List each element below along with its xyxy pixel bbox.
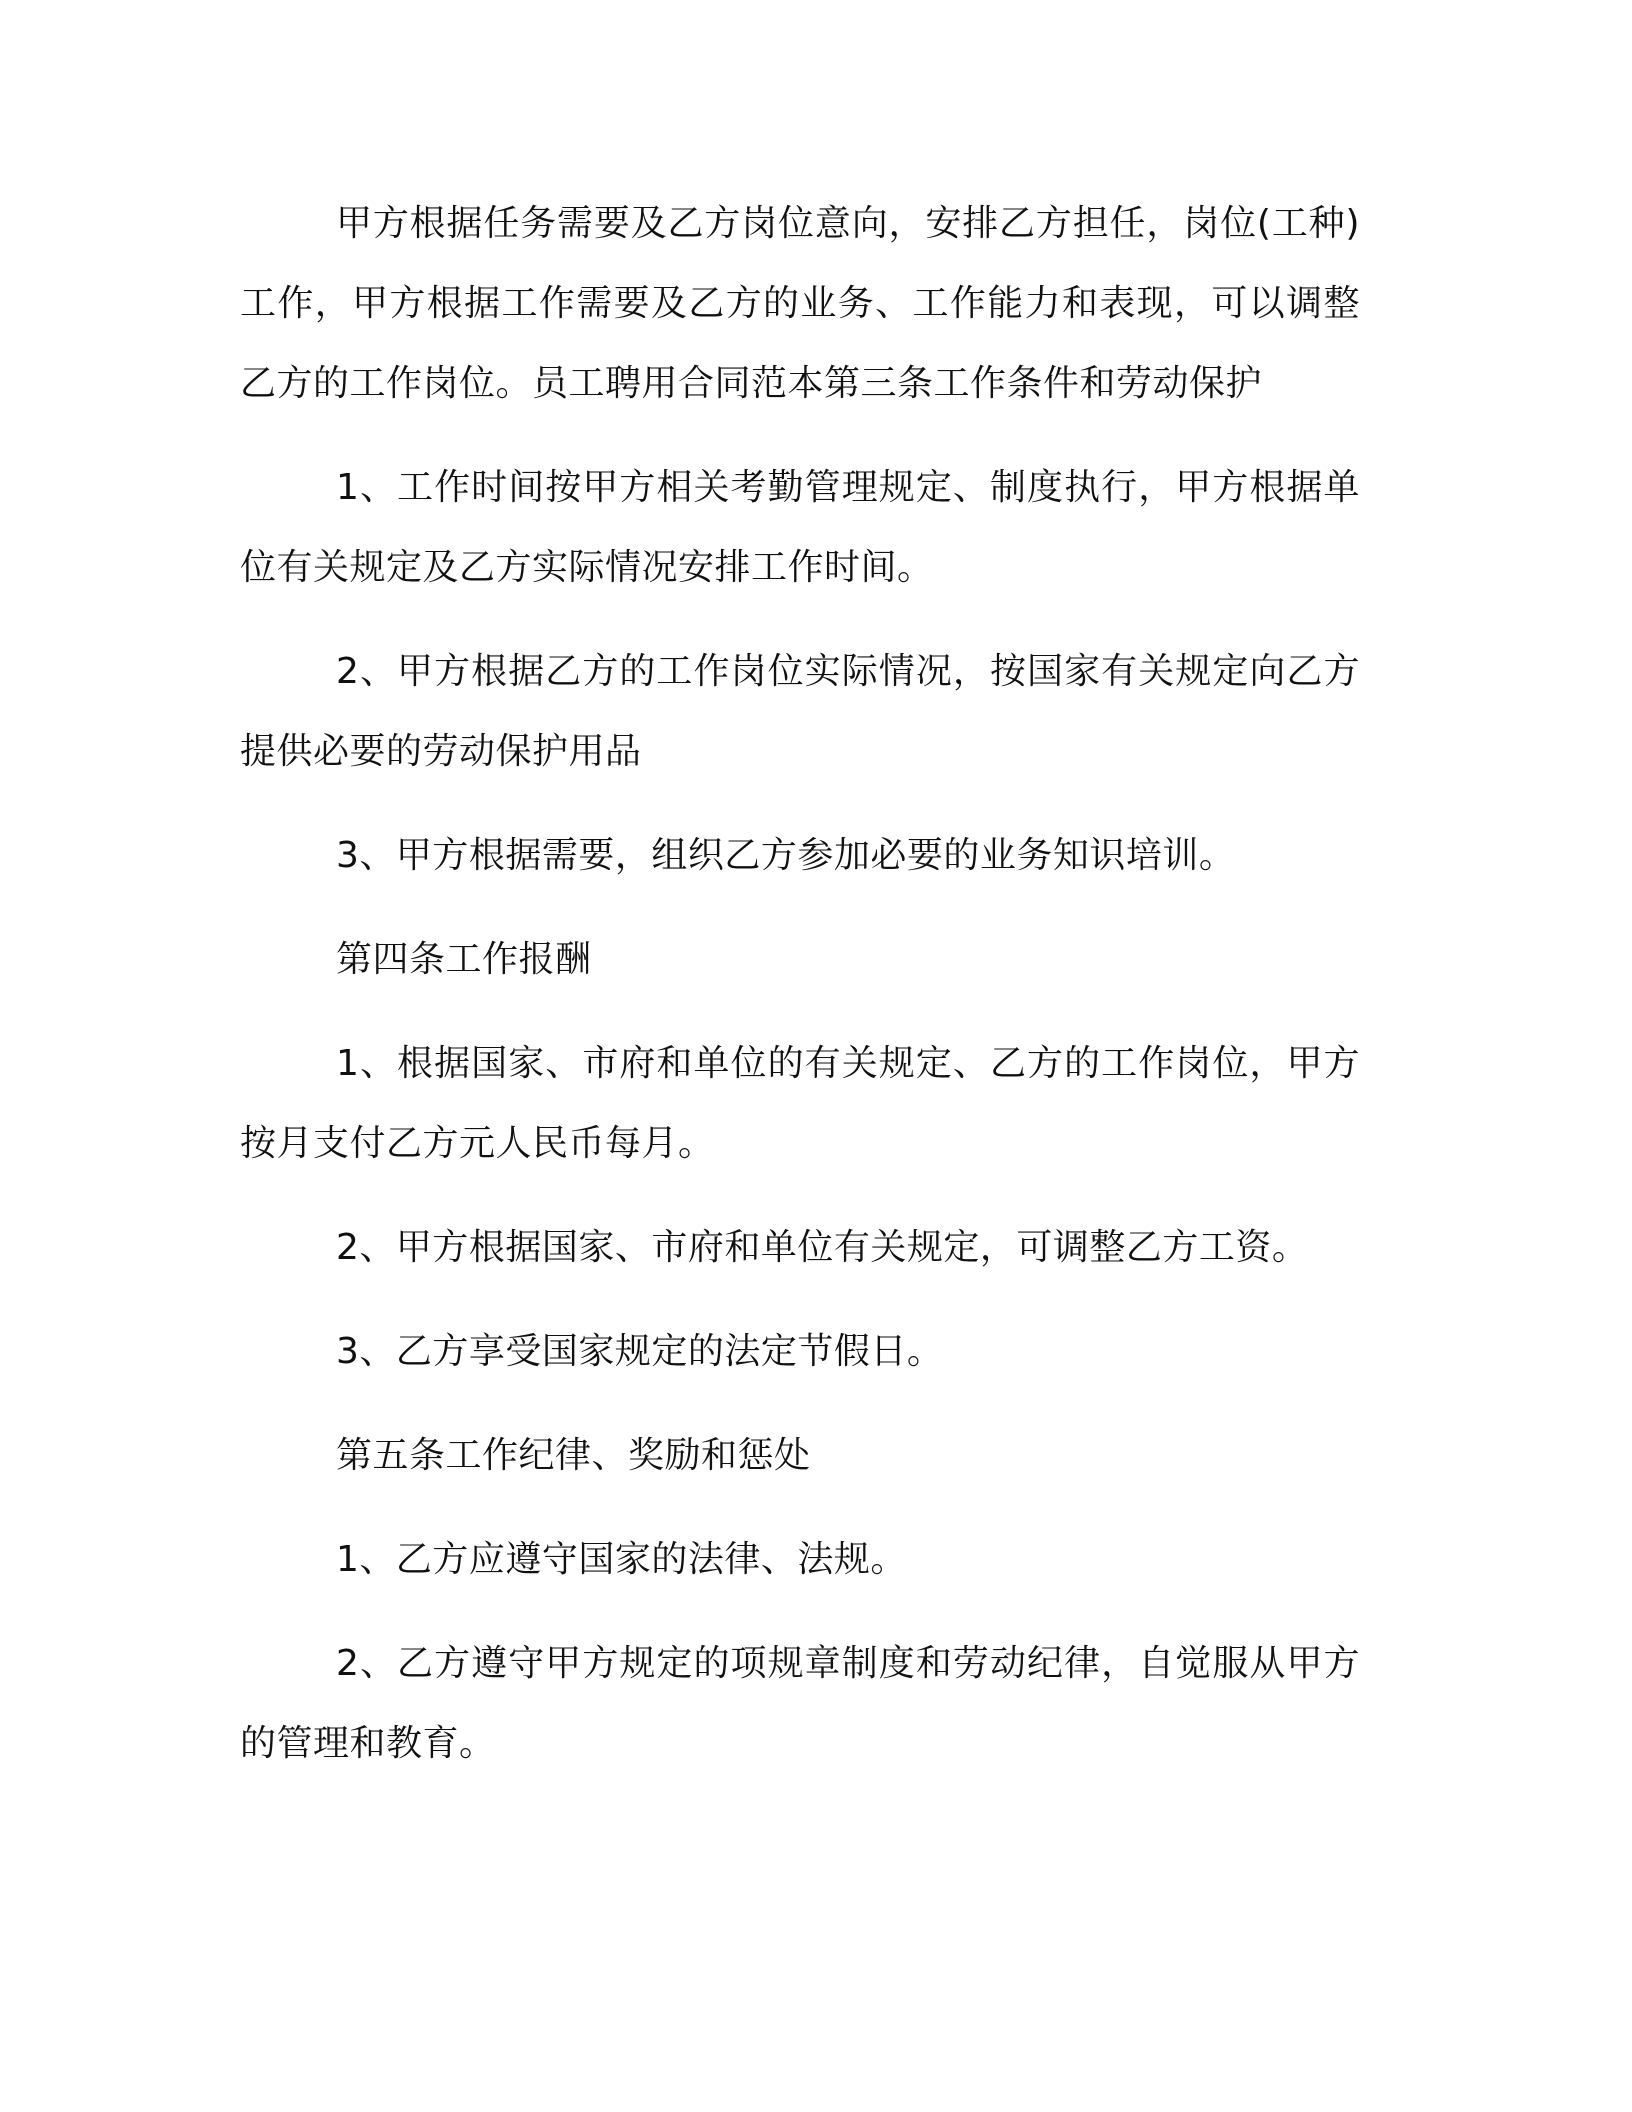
paragraph-labor-protection: 2、甲方根据乙方的工作岗位实际情况，按国家有关规定向乙方提供必要的劳动保护用品 [240, 651, 1360, 772]
section-heading-article-4: 第四条工作报酬 [336, 939, 592, 980]
paragraph-holidays: 3、乙方享受国家规定的法定节假日。 [336, 1331, 944, 1372]
paragraph-monthly-pay: 1、根据国家、市府和单位的有关规定、乙方的工作岗位，甲方按月支付乙方元人民币每月。 [240, 1043, 1360, 1164]
paragraph-salary-adjustment: 2、甲方根据国家、市府和单位有关规定，可调整乙方工资。 [336, 1227, 1309, 1268]
paragraph-training: 3、甲方根据需要，组织乙方参加必要的业务知识培训。 [336, 835, 1236, 876]
paragraph-job-assignment: 甲方根据任务需要及乙方岗位意向，安排乙方担任，岗位(工种)工作，甲方根据工作需要及乙方的业务、工作能力和表现，可以调整乙方的工作岗位。员工聘用合同范本第三条工作条件和劳动保护 [240, 203, 1360, 404]
document-body [240, 184, 1360, 1808]
paragraph-work-hours: 1、工作时间按甲方相关考勤管理规定、制度执行，甲方根据单位有关规定及乙方实际情况安排工作时间。 [240, 467, 1360, 588]
section-heading-article-5: 第五条工作纪律、奖励和惩处 [336, 1435, 811, 1476]
paragraph-obey-rules: 2、乙方遵守甲方规定的项规章制度和劳动纪律，自觉服从甲方的管理和教育。 [240, 1643, 1360, 1764]
paragraph-obey-law: 1、乙方应遵守国家的法律、法规。 [336, 1539, 907, 1580]
